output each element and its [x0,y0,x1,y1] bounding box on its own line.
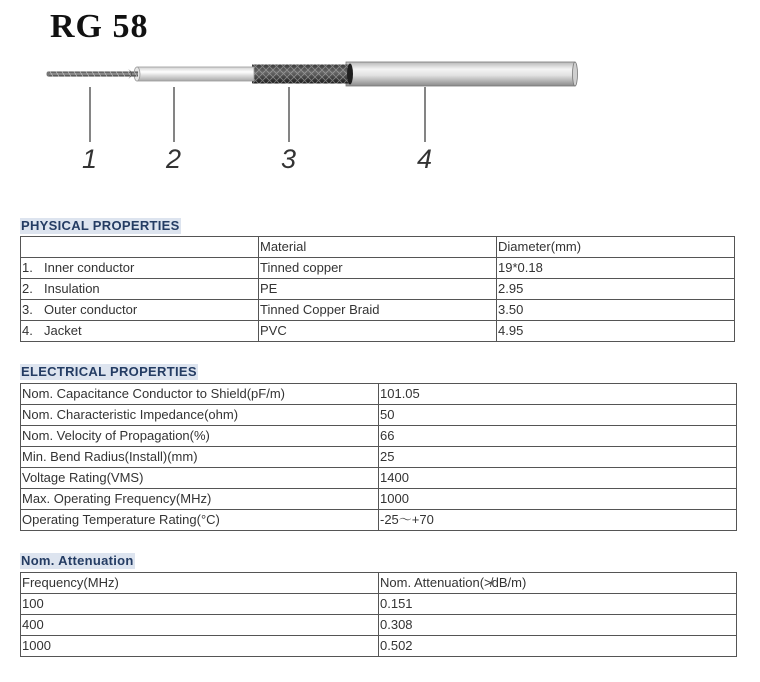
table-row [21,426,737,447]
table-row [21,258,735,279]
value-cell: -25～+70 [379,510,737,531]
property-cell: Min. Bend Radius(Install)(mm) [21,447,379,468]
row-index: 4. [22,323,33,338]
material-cell: PVC [259,321,497,342]
table-row [21,594,737,615]
diameter-cell: 3.50 [497,300,735,321]
property-cell: Max. Operating Frequency(MHz) [21,489,379,510]
property-cell: Operating Temperature Rating(°C) [21,510,379,531]
attenuation-cell: 0.502 [379,636,737,657]
value-cell: 1000 [379,489,737,510]
braid-layer [252,64,353,85]
table-row [21,300,735,321]
callout-1: 1 [82,144,98,174]
page-title: RG 58 [50,8,149,45]
value-cell: 50 [379,405,737,426]
row-index: 3. [22,302,33,317]
callout-2: 2 [166,144,182,174]
header-cell: Diameter(mm) [497,237,735,258]
table-row [21,615,737,636]
row-index: 1. [22,260,33,275]
component-cell [21,300,259,321]
table-row [21,384,737,405]
conductor-layer [47,69,139,79]
material-cell: PE [259,279,497,300]
callout-4: 4 [417,144,433,174]
frequency-cell: 400 [21,615,379,636]
attenuation-cell: 0.308 [379,615,737,636]
cable-diagram [0,0,760,200]
property-cell: Voltage Rating(VMS) [21,468,379,489]
property-cell: Nom. Velocity of Propagation(%) [21,426,379,447]
jacket-layer [346,62,578,86]
table-row [21,321,735,342]
diameter-cell: 19*0.18 [497,258,735,279]
leader-lines [90,87,425,142]
row-index: 2. [22,281,33,296]
attenuation-cell: 0.151 [379,594,737,615]
electrical-properties-table [20,383,737,531]
frequency-cell: 1000 [21,636,379,657]
material-cell: Tinned Copper Braid [259,300,497,321]
table-row [21,489,737,510]
header-cell: Frequency(MHz) [21,573,379,594]
value-cell: 25 [379,447,737,468]
component-name: Inner conductor [44,260,135,275]
attenuation-heading: Nom. Attenuation [21,553,134,568]
table-row [21,510,737,531]
component-cell [21,279,259,300]
physical-properties-table [20,236,735,342]
diameter-cell: 2.95 [497,279,735,300]
component-cell [21,321,259,342]
value-cell: 101.05 [379,384,737,405]
physical-properties-heading: PHYSICAL PROPERTIES [21,218,180,233]
header-cell [21,237,259,258]
table-row [21,447,737,468]
attenuation-table [20,572,737,657]
header-cell: Material [259,237,497,258]
property-cell: Nom. Capacitance Conductor to Shield(pF/m) [21,384,379,405]
property-cell: Nom. Characteristic Impedance(ohm) [21,405,379,426]
table-header-row [21,573,737,594]
component-name: Insulation [44,281,100,296]
material-cell: Tinned copper [259,258,497,279]
insulation-layer [134,67,254,81]
table-header-row [21,237,735,258]
header-cell: Nom. Attenuation(≯dB/m) [379,573,737,594]
component-cell [21,258,259,279]
table-row [21,636,737,657]
value-cell: 1400 [379,468,737,489]
value-cell: 66 [379,426,737,447]
component-name: Outer conductor [44,302,138,317]
callout-3: 3 [281,144,297,174]
table-row [21,468,737,489]
component-name: Jacket [44,323,82,338]
table-row [21,405,737,426]
electrical-properties-heading: ELECTRICAL PROPERTIES [21,364,197,379]
frequency-cell: 100 [21,594,379,615]
table-row [21,279,735,300]
diameter-cell: 4.95 [497,321,735,342]
